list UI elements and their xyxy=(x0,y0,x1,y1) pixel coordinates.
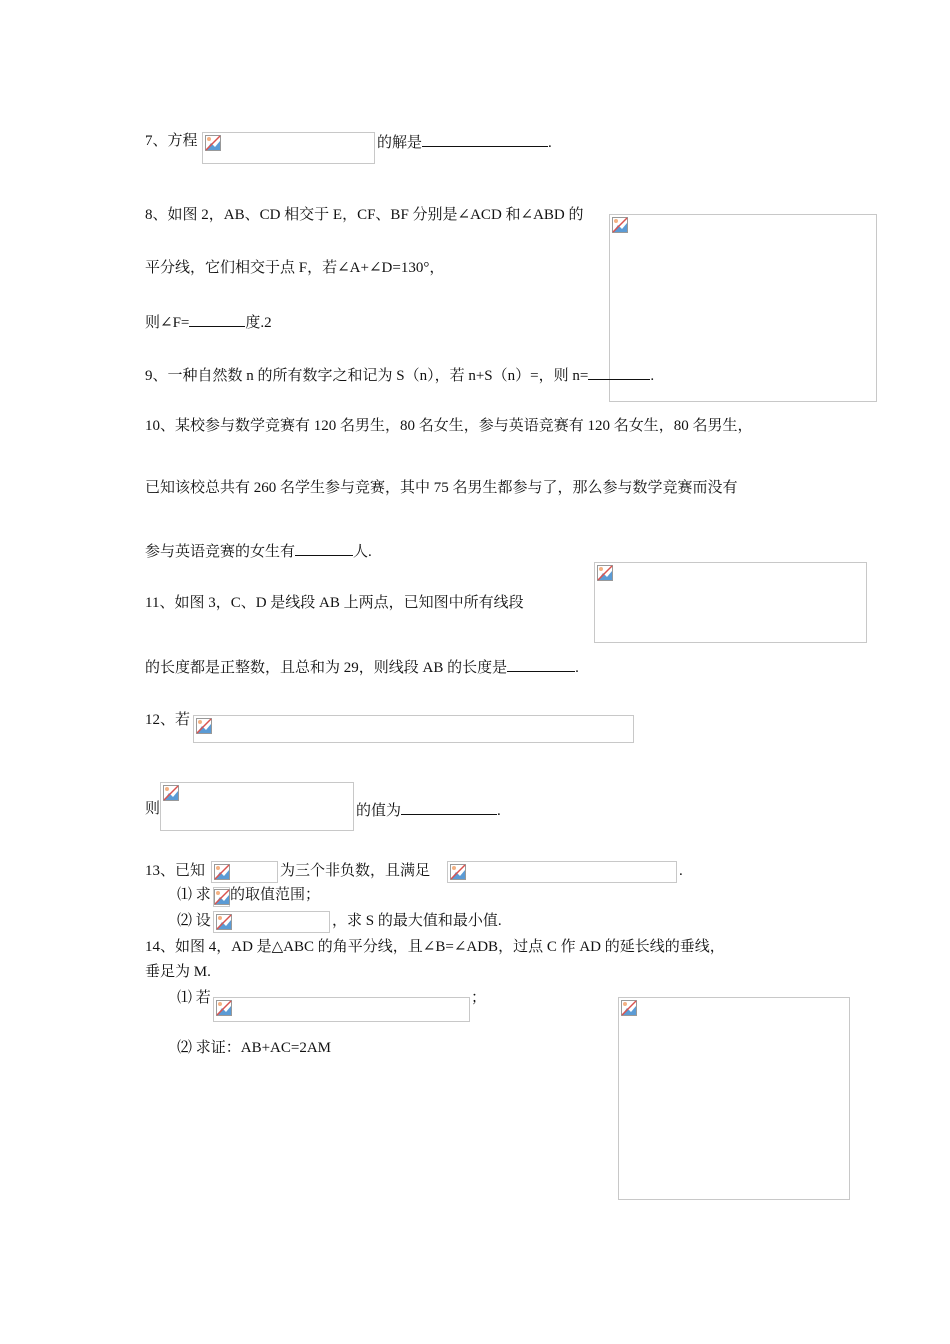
figure-4-image xyxy=(618,997,850,1200)
q13-variables-image xyxy=(211,861,278,883)
q7-text xyxy=(377,131,552,153)
q13-part2-text: ，求 S 的最大值和最小值. xyxy=(332,913,502,929)
q11-line2 xyxy=(145,656,579,678)
broken-image-icon xyxy=(205,135,221,151)
q13-part2-prefix: ⑵ 设 xyxy=(177,913,211,929)
q8-line1: 8、如图 2，AB、CD 相交于 E，CF、BF 分别是∠ACD 和∠ABD 的 xyxy=(145,207,584,223)
q12-prefix: 12、若 xyxy=(145,712,191,728)
q9-period: . xyxy=(650,368,655,384)
broken-image-icon xyxy=(196,718,212,734)
q9-text-a: 9、一种自然数 n 的所有数字之和记为 S（n），若 n+S（n）=，则 n= xyxy=(145,368,589,384)
q10-line3 xyxy=(145,540,372,562)
q11-answer-blank xyxy=(507,656,575,672)
q13-condition-image xyxy=(447,861,677,883)
broken-image-icon xyxy=(612,217,628,233)
q13-period: . xyxy=(679,863,683,879)
q14-part1-semicolon: ； xyxy=(471,990,487,1006)
q12-condition-image xyxy=(193,715,634,743)
q11-line2-a: 的长度都是正整数，且总和为 29，则线段 AB 的长度是 xyxy=(145,660,508,676)
q14-part2: ⑵ 求证：AB+AC=2AM xyxy=(177,1040,332,1056)
broken-image-icon xyxy=(216,914,232,930)
broken-image-icon xyxy=(621,1000,637,1016)
broken-image-icon xyxy=(163,785,179,801)
q8-line3-b: 度.2 xyxy=(245,315,272,331)
q7-answer-blank xyxy=(422,131,548,147)
q12-then: 则 xyxy=(145,801,161,817)
q7-equation-image xyxy=(202,132,375,164)
q13-prefix: 13、已知 xyxy=(145,863,206,879)
q13-mid: 为三个非负数，且满足 xyxy=(280,863,431,879)
q11-line1: 11、如图 3，C、D 是线段 AB 上两点，已知图中所有线段 xyxy=(145,595,524,611)
q10-line3-a: 参与英语竞赛的女生有 xyxy=(145,544,296,560)
q13-part1-text: 的取值范围； xyxy=(230,887,321,903)
q7-prefix: 7、方程 xyxy=(145,133,198,149)
q13-part2-image xyxy=(213,911,330,933)
q14-part1-image xyxy=(213,997,470,1022)
q13-part1-prefix: ⑴ 求 xyxy=(177,887,211,903)
q11-period: . xyxy=(575,660,579,676)
broken-image-icon xyxy=(214,889,230,905)
q10-line1: 10、某校参与数学竞赛有 120 名男生，80 名女生，参与英语竞赛有 120 名女生，80 名男生， xyxy=(145,418,753,434)
figure-3-image xyxy=(594,562,867,643)
q12-value-text xyxy=(356,799,501,821)
q12-period: . xyxy=(497,803,501,819)
broken-image-icon xyxy=(216,1000,232,1016)
q7-text-b: 的解是 xyxy=(377,135,423,151)
q9-answer-blank xyxy=(588,364,650,380)
q14-line1: 14、如图 4，AD 是△ABC 的角平分线，且∠B=∠ADB，过点 C 作 AD 的延长线的垂线， xyxy=(145,939,725,955)
broken-image-icon xyxy=(450,864,466,880)
q10-answer-blank xyxy=(295,540,353,556)
q12-expression-image xyxy=(160,782,354,831)
q8-line3-a: 则∠F= xyxy=(145,315,190,331)
q9-text xyxy=(145,364,654,386)
broken-image-icon xyxy=(214,864,230,880)
q8-line2: 平分线，它们相交于点 F，若∠A+∠D=130°， xyxy=(145,260,445,276)
q8-line3 xyxy=(145,311,272,333)
q10-line2: 已知该校总共有 260 名学生参与竞赛，其中 75 名男生都参与了，那么参与数学竞赛而没有 xyxy=(145,480,738,496)
q13-part1-image xyxy=(213,887,230,907)
q14-part1-prefix: ⑴ 若 xyxy=(177,990,211,1006)
broken-image-icon xyxy=(597,565,613,581)
q7-period: . xyxy=(548,135,552,151)
q14-line2: 垂足为 M. xyxy=(145,964,211,980)
q8-answer-blank xyxy=(189,311,245,327)
q12-answer-blank xyxy=(401,799,497,815)
q12-text-c: 的值为 xyxy=(356,803,402,819)
q10-line3-b: 人. xyxy=(353,544,372,560)
